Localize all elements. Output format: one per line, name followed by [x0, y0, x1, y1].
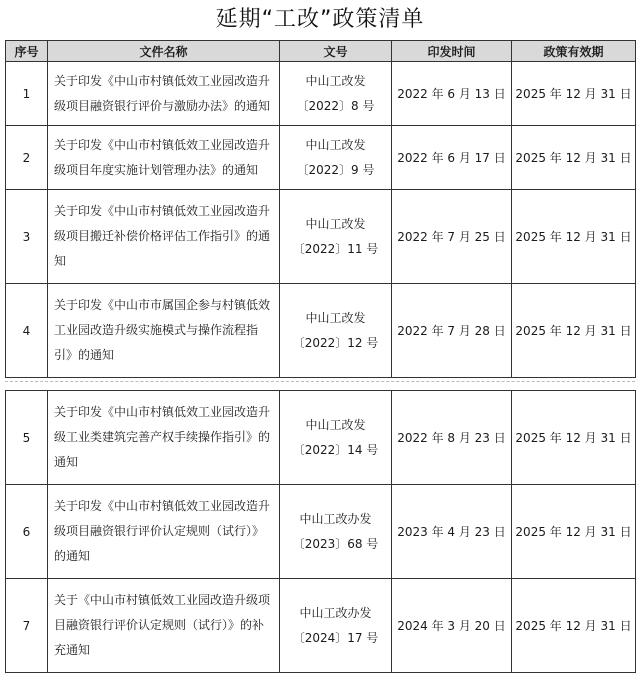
table-row — [6, 579, 636, 673]
page-title: 延期“工改”政策清单 — [215, 7, 425, 32]
row-valid: 2025 年 12 月 31 日 — [512, 485, 636, 579]
row-date: 2022 年 6 月 13 日 — [392, 62, 512, 126]
row-name: 关于印发《中山市村镇低效工业园改造升级工业类建筑完善产权手续操作指引》的通知 — [48, 391, 280, 485]
row-doc: 中山工改发〔2022〕11 号 — [280, 190, 392, 284]
row-doc: 中山工改发〔2022〕14 号 — [280, 391, 392, 485]
row-valid: 2025 年 12 月 31 日 — [512, 62, 636, 126]
table-row — [6, 126, 636, 190]
row-valid: 2025 年 12 月 31 日 — [512, 579, 636, 673]
row-doc: 中山工改发〔2022〕9 号 — [280, 126, 392, 190]
header-valid: 政策有效期 — [512, 41, 636, 62]
row-valid: 2025 年 12 月 31 日 — [512, 391, 636, 485]
page-break-divider — [5, 381, 635, 382]
row-date: 2024 年 3 月 20 日 — [392, 579, 512, 673]
row-date: 2022 年 6 月 17 日 — [392, 126, 512, 190]
header-doc: 文号 — [280, 41, 392, 62]
row-date: 2022 年 7 月 25 日 — [392, 190, 512, 284]
row-name: 关于印发《中山市市属国企参与村镇低效工业园改造升级实施模式与操作流程指引》的通知 — [48, 284, 280, 378]
row-no: 4 — [6, 284, 48, 378]
table-row — [6, 190, 636, 284]
header-name: 文件名称 — [48, 41, 280, 62]
table-row — [6, 284, 636, 378]
row-date: 2022 年 8 月 23 日 — [392, 391, 512, 485]
row-name: 关于印发《中山市村镇低效工业园改造升级项目搬迁补偿价格评估工作指引》的通知 — [48, 190, 280, 284]
row-no: 2 — [6, 126, 48, 190]
table-row — [6, 391, 636, 485]
row-name: 关于印发《中山市村镇低效工业园改造升级项目年度实施计划管理办法》的通知 — [48, 126, 280, 190]
row-no: 5 — [6, 391, 48, 485]
header-date: 印发时间 — [392, 41, 512, 62]
table-header-row — [6, 41, 636, 62]
row-name: 关于印发《中山市村镇低效工业园改造升级项目融资银行评价认定规则（试行）》的通知 — [48, 485, 280, 579]
header-no: 序号 — [6, 41, 48, 62]
row-valid: 2025 年 12 月 31 日 — [512, 126, 636, 190]
row-doc: 中山工改发〔2022〕12 号 — [280, 284, 392, 378]
row-date: 2022 年 7 月 28 日 — [392, 284, 512, 378]
table-row — [6, 485, 636, 579]
row-name: 关于《中山市村镇低效工业园改造升级项目融资银行评价认定规则（试行）》的补充通知 — [48, 579, 280, 673]
row-doc: 中山工改办发〔2023〕68 号 — [280, 485, 392, 579]
row-doc: 中山工改发〔2022〕8 号 — [280, 62, 392, 126]
row-no: 6 — [6, 485, 48, 579]
policy-table-part-2 — [5, 390, 636, 673]
row-no: 7 — [6, 579, 48, 673]
policy-table-part-1 — [5, 40, 636, 378]
row-valid: 2025 年 12 月 31 日 — [512, 190, 636, 284]
row-date: 2023 年 4 月 23 日 — [392, 485, 512, 579]
table-row — [6, 62, 636, 126]
row-no: 3 — [6, 190, 48, 284]
row-no: 1 — [6, 62, 48, 126]
row-doc: 中山工改办发〔2024〕17 号 — [280, 579, 392, 673]
row-name: 关于印发《中山市村镇低效工业园改造升级项目融资银行评价与激励办法》的通知 — [48, 62, 280, 126]
row-valid: 2025 年 12 月 31 日 — [512, 284, 636, 378]
